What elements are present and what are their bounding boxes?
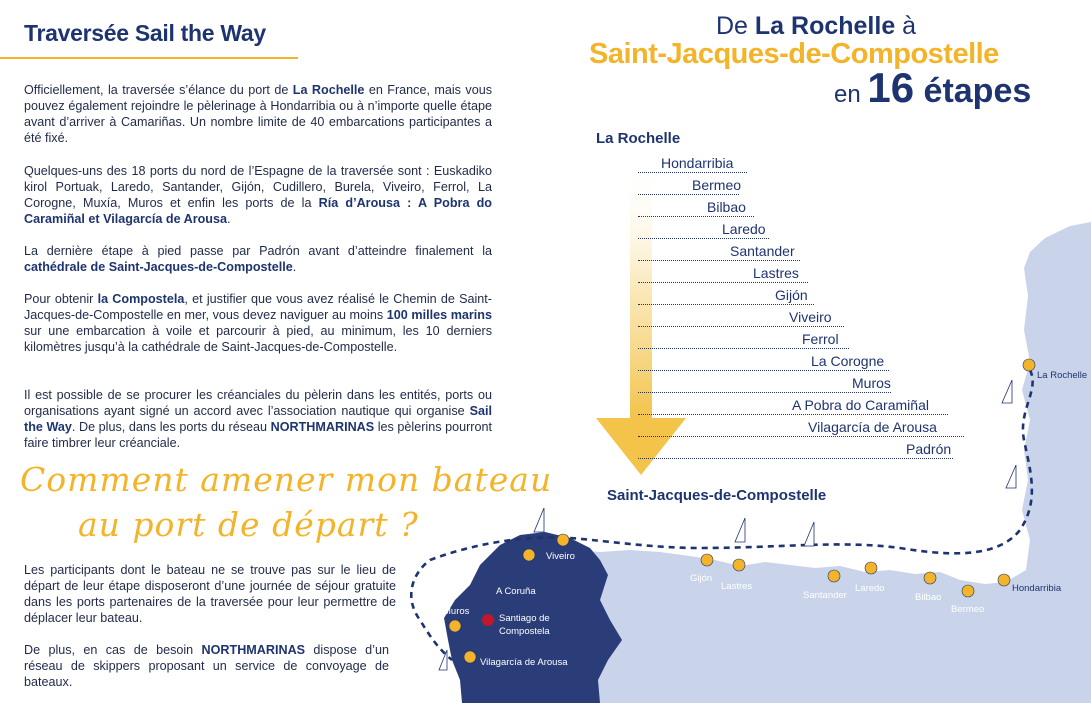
step-label: Padrón [906, 441, 952, 457]
map-label-laredo: Laredo [855, 583, 885, 594]
step-label: Muros [852, 375, 891, 391]
step-label: Hondarribia [661, 155, 734, 171]
sailboat-icon [534, 508, 544, 532]
step-leader-line [638, 348, 849, 349]
map-label-santiago-1: Santiago de [499, 613, 550, 624]
step-label: Ferrol [802, 331, 839, 347]
map-label-a-coruna: A Coruña [496, 586, 536, 597]
pin-lastres [733, 559, 745, 571]
pin-viveiro [557, 534, 569, 546]
step-label: Viveiro [789, 309, 832, 325]
map-label-muros: Muros [443, 606, 470, 617]
pin-a-coruna [523, 549, 535, 561]
paragraph-compostela: Pour obtenir la Compostela, et justifier que vous avez réalisé le Chemin de Saint-Jacques-de-Compostelle en mer, vous devez naviguer au moins 100 milles marins sur une embarcation à voile et parcourir à pied, au minimum, les 10 derniers kilomètres jusqu’à la cathédrale de Saint-Jacques-de-Compostelle. [24, 292, 492, 354]
start-label: La Rochelle [596, 130, 681, 147]
map-label-la-rochelle: La Rochelle [1037, 370, 1088, 381]
pin-vilagarcia [464, 651, 476, 663]
map-label-viveiro: Viveiro [546, 551, 575, 562]
step-leader-line [638, 326, 844, 327]
title-underline [0, 57, 298, 59]
step-leader-line [638, 172, 747, 173]
step-leader-line [638, 414, 948, 415]
step-label: Santander [730, 243, 795, 259]
step-leader-line [638, 458, 953, 459]
map-label-vilagarcia: Vilagarcía de Arousa [480, 657, 568, 668]
pin-bermeo [962, 585, 974, 597]
step-leader-line [638, 304, 814, 305]
step-leader-line [638, 238, 769, 239]
step-label: Bilbao [707, 199, 746, 215]
step-label: Laredo [722, 221, 766, 237]
sailboat-icon [804, 522, 814, 546]
step-leader-line [638, 282, 808, 283]
step-label: A Pobra do Caramiñal [792, 397, 929, 413]
step-leader-line [638, 370, 889, 371]
page-title: Traversée Sail the Way [24, 20, 266, 46]
pin-la-rochelle [1023, 359, 1035, 371]
sailboat-icon [1006, 465, 1016, 488]
script-heading-line2: au port de départ ? [78, 505, 419, 544]
map-label-bermeo: Bermeo [951, 604, 985, 615]
script-heading-line1: Comment amener mon bateau [20, 460, 553, 499]
step-label: Vilagarcía de Arousa [808, 419, 937, 435]
pin-muros [449, 620, 461, 632]
sailboat-icon [735, 518, 745, 542]
paragraph-last-stage: La dernière étape à pied passe par Padrón avant d’atteindre finalement la cathédrale de Saint-Jacques-de-Compostelle. [24, 244, 492, 274]
step-label: La Corogne [811, 353, 885, 369]
pin-laredo [865, 562, 877, 574]
paragraph-boat-transfer: Les participants dont le bateau ne se trouve pas sur le lieu de départ de leur étape disposeront d’une journée de séjour gratuite dans les ports partenaires de la traversée pour leur permettre de déplacer leur bateau. [24, 563, 396, 625]
end-label: Saint-Jacques-de-Compostelle [607, 487, 827, 504]
map-label-lastres: Lastres [721, 581, 753, 592]
map-label-bilbao: Bilbao [915, 592, 942, 603]
header-destination: Saint-Jacques-de-Compostelle [589, 38, 999, 70]
step-leader-line [638, 260, 800, 261]
paragraph-credentials: Il est possible de se procurer les créanciales du pèlerin dans les entités, ports ou organisations ayant signé un accord avec l’association nautique qui organise Sail the Way. De plus, dans les ports du réseau NORTHMARINAS les pèlerins pourront faire timbrer leur créanciale. [24, 388, 492, 450]
step-label: Gijón [775, 287, 808, 303]
step-leader-line [638, 216, 754, 217]
paragraph-northmarinas: De plus, en cas de besoin NORTHMARINAS dispose d’un réseau de skippers proposant un service de convoyage de bateaux. [24, 643, 389, 689]
header-line1: De La Rochelle à [716, 12, 917, 40]
map-label-santander: Santander [803, 590, 847, 601]
pin-santiago [482, 614, 494, 626]
step-leader-line [638, 194, 739, 195]
paragraph-ports: Quelques-uns des 18 ports du nord de l’Espagne de la traversée sont : Euskadiko kirol Portuak, Laredo, Santander, Gijón, Cudillero, Burela, Viveiro, Ferrol, La Corogne, Muxía, Muros et enfin les ports de la Ría d’Arousa : A Pobra do Caramiñal et Vilagarcía de Arousa. [24, 164, 492, 226]
sailboat-icon [1002, 380, 1012, 403]
map-label-gijon: Gijón [690, 573, 713, 584]
route-arrow [592, 160, 692, 480]
pin-bilbao [924, 572, 936, 584]
map-label-santiago-2: Compostela [499, 626, 550, 637]
step-leader-line [638, 436, 964, 437]
pin-gijon [701, 554, 713, 566]
paragraph-intro: Officiellement, la traversée s’élance du port de La Rochelle en France, mais vous pouvez également rejoindre le pèlerinage à Hondarribia ou à n’importe quelle étape avant d’arriver à Camariñas. Un nombre limite de 40 embarcations participantes a été fixé. [24, 83, 493, 145]
step-label: Bermeo [692, 177, 742, 193]
header-line3: en 16 étapes [834, 64, 1032, 111]
pin-hondarribia [998, 574, 1010, 586]
step-label: Lastres [753, 265, 799, 281]
map-label-hondarribia: Hondarribia [1012, 583, 1062, 594]
step-leader-line [638, 392, 891, 393]
pin-santander [828, 570, 840, 582]
